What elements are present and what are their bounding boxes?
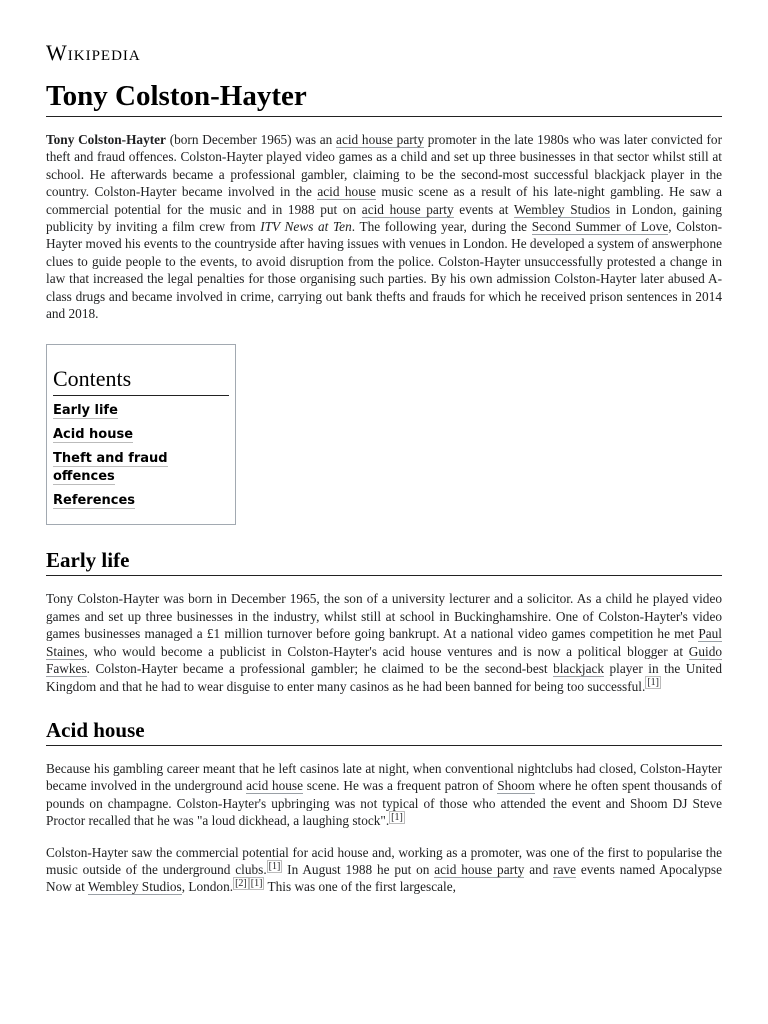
citation-link[interactable]: [2] xyxy=(235,877,247,889)
citation-link[interactable]: [1] xyxy=(268,860,281,872)
lead-paragraph xyxy=(46,131,722,322)
lead-text: in London, gaining publicity by inviting a film crew from xyxy=(46,201,722,235)
body-text: where he often spent thousands of pounds on champagne. Colston-Hayter's upbringing was not typical of those who attended the event and Shoom DJ Steve Proctor recalled that he was "a loud dickhead, a laughing stock". xyxy=(46,778,722,829)
citation-link[interactable]: [1] xyxy=(647,677,659,689)
toc-item-acid-house[interactable]: Acid house xyxy=(53,427,134,443)
body-text: , London. xyxy=(181,879,234,895)
lead-text: (born December 1965) was an xyxy=(165,132,337,147)
toc-item-references[interactable]: References xyxy=(53,493,136,509)
lead-italic-itv: ITV News at Ten xyxy=(260,219,352,235)
link-shoom[interactable]: Shoom xyxy=(497,778,535,794)
link-acid-house[interactable]: acid house xyxy=(317,184,376,200)
citation-link[interactable]: [1] xyxy=(250,877,263,889)
page-title: Tony Colston-Hayter xyxy=(46,78,722,117)
toc-item-early-life[interactable]: Early life xyxy=(53,403,118,419)
body-text: In August 1988 he put on xyxy=(282,861,435,877)
link-acid-house-party[interactable]: acid house party xyxy=(361,201,454,217)
lead-text: , Colston-Hayter moved his events to the countryside after having issues with venues in London. He developed a system of answerphone clues to guide people to the events, to avoid disruption from the police. Colston-Hayter unsuccessfully protested a change in law that increased the legal penalties for those organising such parties. By his own admission Colston-Hayter later abused A-class drugs and became involved in crime, carrying out bank thefts and frauds for which he received prison sentences in 2014 and 2018. xyxy=(46,219,723,322)
body-text: . Colston-Hayter became a professional gambler; he claimed to be the second-best xyxy=(86,661,554,677)
acid-house-paragraph-2 xyxy=(46,844,722,896)
table-of-contents xyxy=(46,344,236,525)
link-blackjack[interactable]: blackjack xyxy=(553,661,605,677)
body-text: Tony Colston-Hayter was born in December 1965, the son of a university lecturer and a solicitor. As a child he played video games and set up three businesses in the industry, whilst still at school in Buckinghamshire. One of Colston-Hayter's video games businesses managed a £1 million turnover before going bankrupt. At a national video games competition he met xyxy=(46,591,722,642)
body-text: Because his gambling career meant that he left casinos late at night, when conventional nightclubs had closed, Colston-Hayter became involved in the underground xyxy=(46,760,722,794)
link-guido-fawkes[interactable]: Guido Fawkes xyxy=(46,643,722,677)
lead-text: music scene as a result of his late-night gambling. He saw a commercial potential for the music and in 1988 put on xyxy=(46,184,722,217)
link-rave[interactable]: rave xyxy=(553,861,577,877)
body-text: Colston-Hayter saw the commercial potential for acid house and, working as a promoter, was one of the first to popularise the music outside of the underground clubs. xyxy=(46,844,722,877)
section-heading-early-life: Early life xyxy=(46,547,722,576)
body-text: scene. He was a frequent patron of xyxy=(303,778,498,794)
section-heading-acid-house: Acid house xyxy=(46,717,722,746)
link-acid-house[interactable]: acid house xyxy=(246,778,304,794)
body-text: events named Apocalypse Now at xyxy=(46,861,722,895)
body-text: This was one of the first largescale, xyxy=(264,879,456,895)
lead-text: promoter in the late 1980s who was later convicted for theft and fraud offences. Colston-Hayter played video games as a child and set up three businesses in that sector whilst still at school. He afterwards became a professional gambler, claiming to be the second-most successful blackjack player in the country. Colston-Hayter became involved in the xyxy=(46,132,722,200)
lead-text: . The following year, during the xyxy=(351,219,532,235)
citation-link[interactable]: [1] xyxy=(391,811,403,823)
link-second-summer-of-love[interactable]: Second Summer of Love xyxy=(531,219,669,235)
link-acid-house-party[interactable]: acid house party xyxy=(336,132,424,147)
wikipedia-wordmark[interactable]: Wikipedia xyxy=(46,40,141,65)
toc-title: Contents xyxy=(53,365,229,396)
lead-text: events at xyxy=(453,201,514,217)
lead-bold-name: Tony Colston-Hayter xyxy=(46,132,166,147)
early-life-paragraph xyxy=(46,590,722,694)
acid-house-paragraph-1 xyxy=(46,760,722,830)
body-text: and xyxy=(524,861,554,877)
body-text: player in the United Kingdom and that he had to wear disguise to enter many casinos as he had been banned for being too successful. xyxy=(46,661,722,694)
body-text: , who would become a publicist in Colston-Hayter's acid house ventures and is now a political blogger at xyxy=(84,643,689,659)
link-acid-house-party[interactable]: acid house party xyxy=(434,861,525,877)
toc-item-theft-and-fraud[interactable]: Theft and fraud offences xyxy=(53,451,168,485)
link-wembley-studios[interactable]: Wembley Studios xyxy=(87,879,182,895)
link-paul-staines[interactable]: Paul Staines xyxy=(46,626,722,659)
link-wembley-studios[interactable]: Wembley Studios xyxy=(513,201,611,217)
article-page xyxy=(46,0,722,896)
